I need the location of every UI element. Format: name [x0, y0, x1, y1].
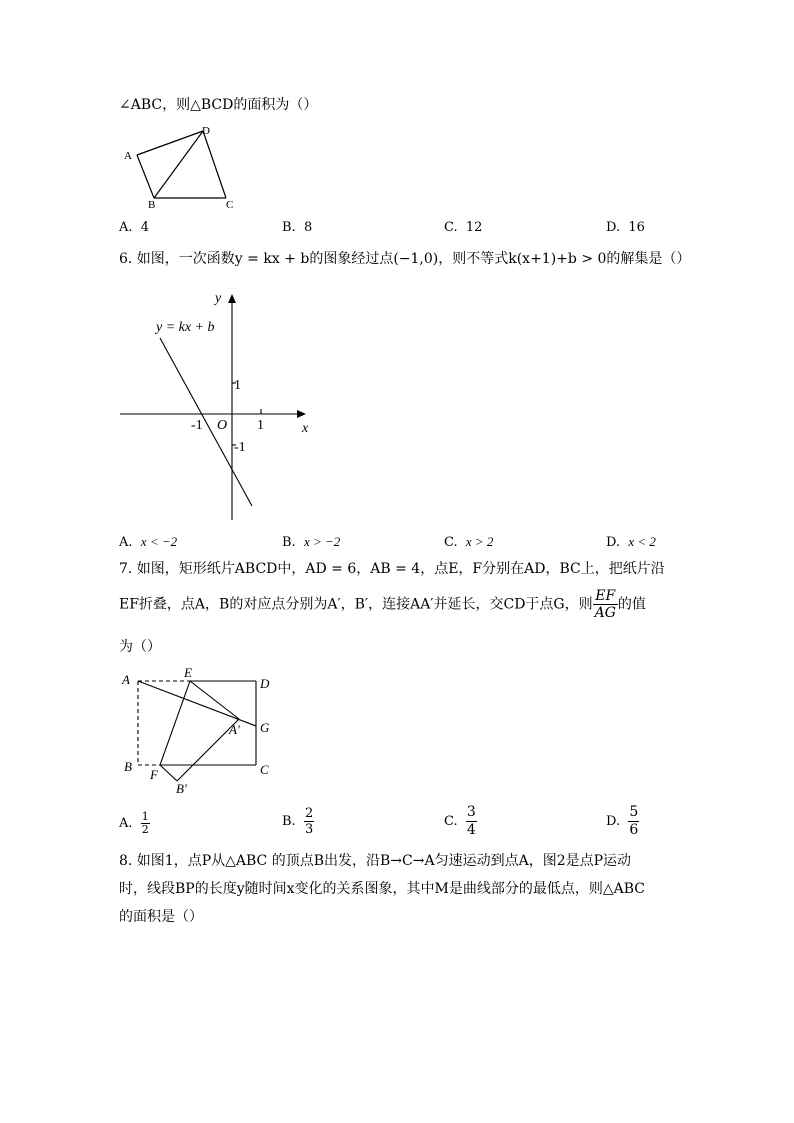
q6-option-a[interactable] [119, 534, 177, 550]
q6-tick-x-pos-label: 1 [257, 418, 264, 433]
q7-stem-line2-tail: 的值 [617, 596, 646, 613]
q5-option-b-value: 8 [303, 220, 313, 235]
q7-segment-fb2 [160, 765, 177, 781]
q6-option-c-value: x > 2 [465, 534, 494, 549]
q5-label-b: B [148, 199, 156, 211]
q6-option-b-value: x > −2 [303, 534, 341, 549]
q6-y-axis-arrow [228, 294, 236, 303]
q7-label-f: F [150, 767, 158, 782]
q7-option-b-fraction [304, 806, 314, 837]
q8-stem-line3: 的面积是（） [119, 909, 203, 925]
q6-linear-function-graph [118, 288, 318, 528]
q7-option-b-den: 3 [304, 822, 314, 837]
q5-label-c: C [226, 199, 234, 211]
q7-option-a[interactable] [119, 811, 150, 836]
q7-stem-line1: 7. 如图，矩形纸片ABCD中，AD = 6，AB = 4，点E，F分别在AD，BC上，把纸片沿 [119, 561, 665, 577]
q7-label-g: G [260, 720, 270, 735]
q6-tick-y-neg-label: -1 [234, 440, 246, 455]
q6-x-axis-label: x [302, 421, 309, 436]
q6-y-axis-label: y [215, 291, 222, 306]
q6-stem: 6. 如图，一次函数y = kx + b的图象经过点(−1,0)，则不等式k(x+1)+b > 0的解集是（） [119, 251, 691, 267]
q6-line-label: y = kx + b [156, 320, 215, 335]
q6-option-d-letter: D. [606, 535, 621, 550]
q7-option-b[interactable] [282, 806, 314, 837]
q7-stem-line3: 为（） [119, 639, 161, 655]
q6-tick-x-neg-label: -1 [191, 418, 203, 433]
q5-label-a: A [124, 150, 132, 162]
q7-label-d: D [260, 676, 270, 691]
q7-option-a-den: 2 [141, 823, 149, 836]
q6-option-c-letter: C. [444, 535, 458, 550]
q7-option-a-fraction [141, 811, 150, 836]
q7-label-b-prime: B′ [176, 781, 187, 796]
q7-option-b-num: 2 [304, 806, 314, 821]
q7-label-e: E [184, 665, 192, 680]
q6-tick-y-pos-label: 1 [234, 378, 241, 393]
q5-option-d-value: 16 [628, 220, 645, 235]
q5-edge-dc [203, 131, 226, 198]
q5-edge-ad [137, 131, 203, 155]
q7-option-a-letter: A. [119, 816, 133, 831]
q7-option-a-num: 1 [141, 810, 149, 823]
q6-option-d-value: x < 2 [628, 534, 656, 549]
q7-fold-line-ef [160, 681, 190, 765]
q5-stem-tail: ∠ABC，则△BCD的面积为（） [119, 97, 318, 113]
q7-folded-rectangle-figure [118, 664, 278, 798]
q5-option-c-value: 12 [465, 220, 483, 235]
q6-x-axis-arrow [297, 410, 306, 418]
q7-option-c-letter: C. [444, 814, 458, 829]
q5-option-d-letter: D. [606, 220, 621, 235]
q5-label-d: D [202, 125, 210, 137]
q5-option-a-value: 4 [140, 220, 150, 235]
q7-option-d-fraction [628, 804, 639, 839]
q8-stem-line2: 时，线段BP的长度y随时间x变化的关系图象，其中M是曲线部分的最低点，则△ABC [119, 881, 645, 897]
q7-stem-fraction [593, 588, 618, 621]
q7-segment-ag [138, 681, 256, 726]
q7-option-c-fraction [466, 804, 477, 839]
q6-option-b[interactable] [282, 534, 340, 550]
q7-label-c: C [260, 762, 269, 777]
q6-option-c[interactable] [444, 534, 493, 550]
q7-label-b: B [124, 759, 132, 774]
q7-option-c-num: 3 [466, 804, 476, 820]
q8-stem-line1: 8. 如图1，点P从△ABC 的顶点B出发，沿B→C→A匀速运动到点A，图2是点P运动 [119, 853, 632, 869]
q5-option-c-letter: C. [444, 220, 458, 235]
q5-option-a[interactable] [119, 220, 149, 235]
q7-option-d-den: 6 [629, 822, 639, 838]
q7-label-a: A [122, 672, 130, 687]
q6-option-d[interactable] [606, 534, 656, 550]
q7-option-c-den: 4 [466, 822, 476, 838]
q5-option-a-letter: A. [119, 220, 133, 235]
q5-option-c[interactable] [444, 220, 482, 235]
q7-label-a-prime: A′ [229, 722, 240, 737]
q5-option-d[interactable] [606, 220, 645, 235]
q5-quadrilateral-figure [118, 120, 248, 212]
q6-option-a-value: x < −2 [140, 534, 178, 549]
q7-stem-line2-text: EF折叠，点A，B的对应点分别为A′，B′，连接AA′并延长，交CD于点G，则 [119, 596, 593, 613]
q5-diagonal-bd [154, 131, 203, 198]
q7-stem-line2 [119, 588, 646, 621]
q7-option-d-num: 5 [629, 804, 639, 820]
q6-option-a-letter: A. [119, 535, 133, 550]
q7-option-d-letter: D. [606, 814, 621, 829]
q7-stem-fraction-num: EF [593, 588, 618, 605]
q6-function-line [160, 338, 252, 506]
q6-origin-label: O [217, 418, 228, 433]
q7-option-c[interactable] [444, 804, 477, 839]
q7-option-b-letter: B. [282, 814, 296, 829]
q7-segment-ea2 [190, 681, 239, 719]
q5-option-b[interactable] [282, 220, 312, 235]
q5-edge-ab [137, 155, 154, 198]
q7-option-d[interactable] [606, 804, 639, 839]
q6-option-b-letter: B. [282, 535, 296, 550]
q7-stem-fraction-den: AG [594, 605, 616, 621]
q5-option-b-letter: B. [282, 220, 296, 235]
